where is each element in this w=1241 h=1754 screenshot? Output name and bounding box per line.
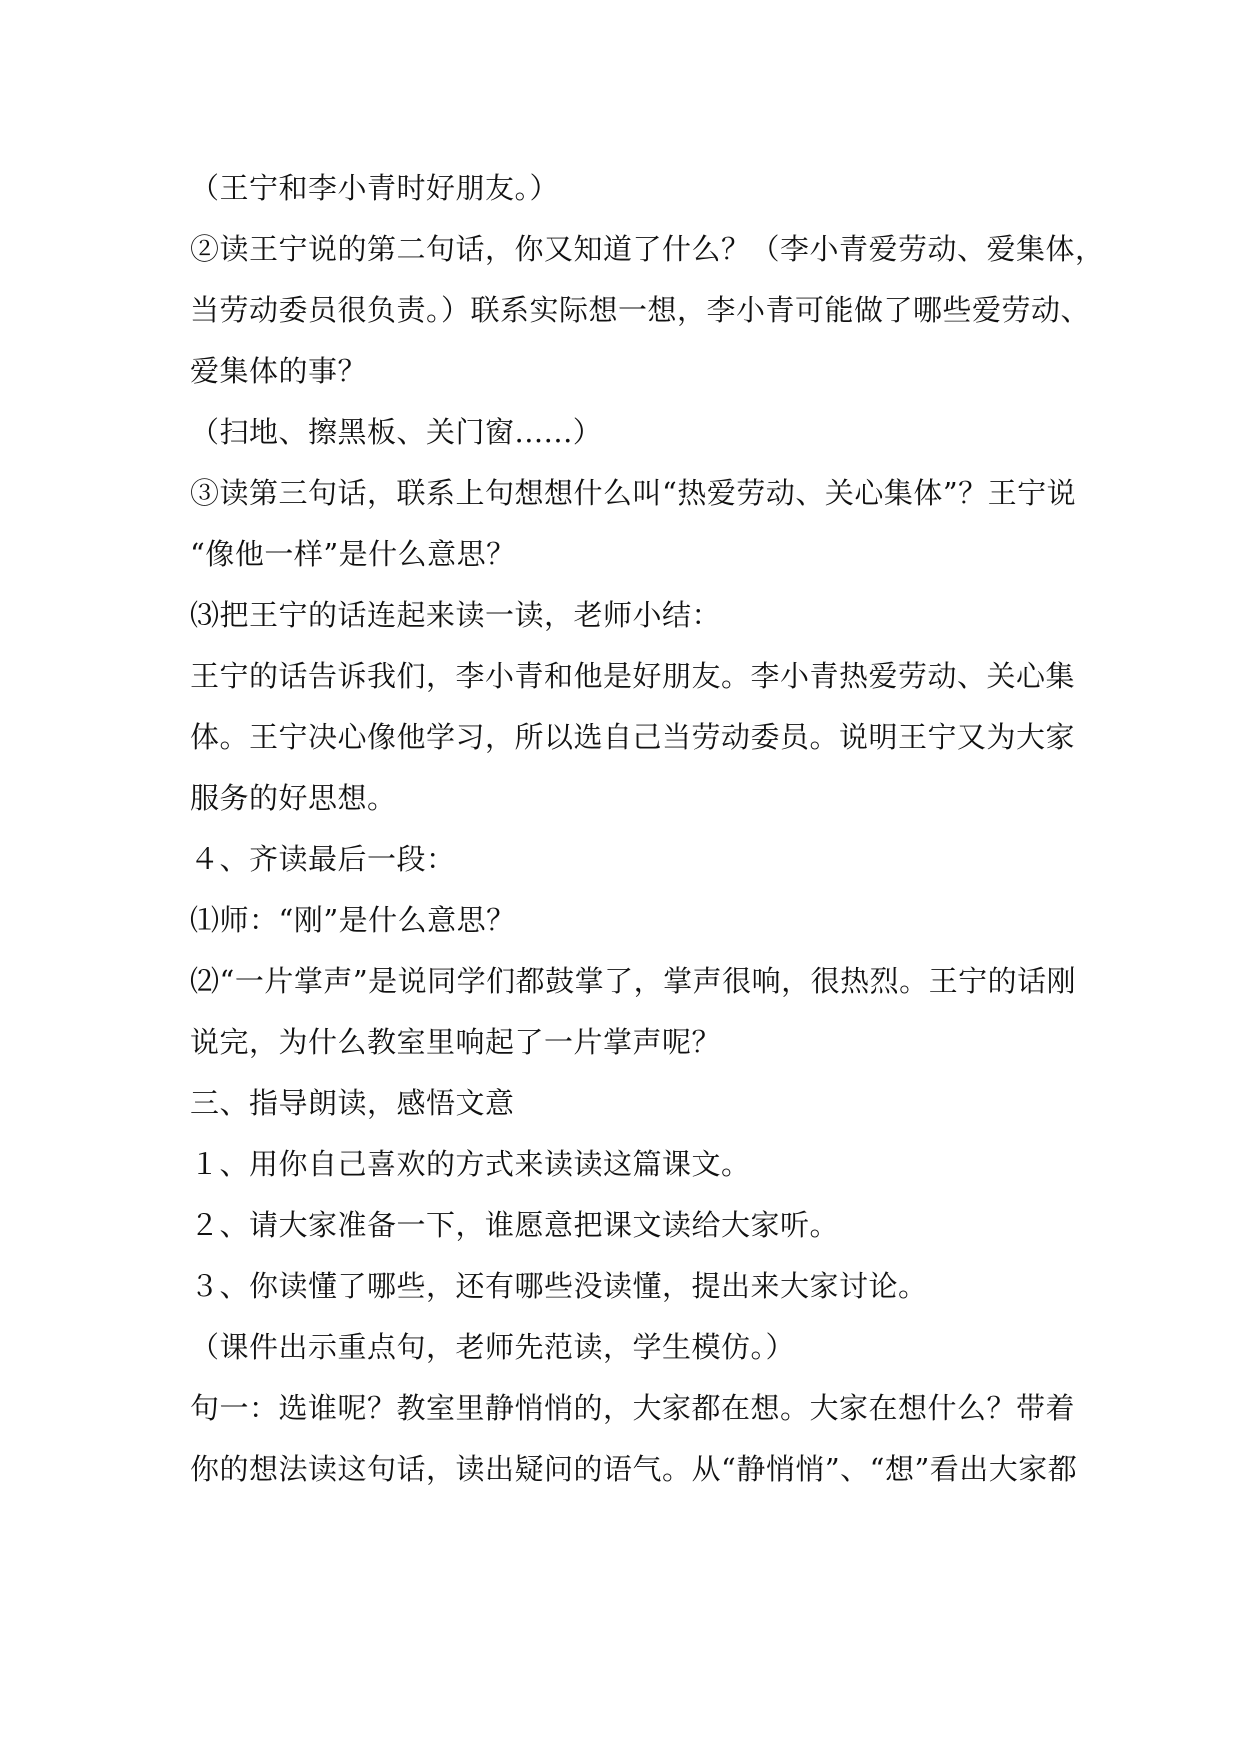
text-line: 王宁的话告诉我们，李小青和他是好朋友。李小青热爱劳动、关心集 <box>190 659 1076 693</box>
text-line: ４、齐读最后一段： <box>190 842 456 876</box>
text-line: ⑴师：“刚”是什么意思？ <box>190 903 516 937</box>
text-line: ２、请大家准备一下，谁愿意把课文读给大家听。 <box>190 1208 840 1242</box>
text-line: １、用你自己喜欢的方式来读读这篇课文。 <box>190 1147 751 1181</box>
text-line: （王宁和李小青时好朋友。） <box>190 171 560 205</box>
text-line: ⑶把王宁的话连起来读一读，老师小结： <box>190 598 722 632</box>
document-body <box>190 158 1105 1500</box>
text-line: ３、你读懂了哪些，还有哪些没读懂，提出来大家讨论。 <box>190 1269 928 1303</box>
text-line: 当劳动委员很负责。）联系实际想一想，李小青可能做了哪些爱劳动、 <box>190 293 1091 327</box>
text-line: （扫地、擦黑板、关门窗......） <box>190 415 603 449</box>
text-line: 你的想法读这句话，读出疑问的语气。从“静悄悄”、“想”看出大家都 <box>190 1452 1078 1486</box>
text-line: ⑵“一片掌声”是说同学们都鼓掌了，掌声很响，很热烈。王宁的话刚 <box>190 964 1077 998</box>
text-line: “像他一样”是什么意思？ <box>190 537 516 571</box>
text-line: （课件出示重点句，老师先范读，学生模仿。） <box>190 1330 796 1364</box>
section-heading: 三、指导朗读，感悟文意 <box>190 1086 515 1120</box>
text-line: 句一：选谁呢？教室里静悄悄的，大家都在想。大家在想什么？带着 <box>190 1391 1076 1425</box>
text-line: ③读第三句话，联系上句想想什么叫“热爱劳动、关心集体”？王宁说 <box>190 476 1077 510</box>
text-line: 体。王宁决心像他学习，所以选自己当劳动委员。说明王宁又为大家 <box>190 720 1076 754</box>
text-line: 说完，为什么教室里响起了一片掌声呢？ <box>190 1025 722 1059</box>
text-line: 爱集体的事？ <box>190 354 368 388</box>
text-line: ②读王宁说的第二句话，你又知道了什么？（李小青爱劳动、爱集体， <box>190 232 1105 266</box>
text-line: 服务的好思想。 <box>190 781 397 815</box>
